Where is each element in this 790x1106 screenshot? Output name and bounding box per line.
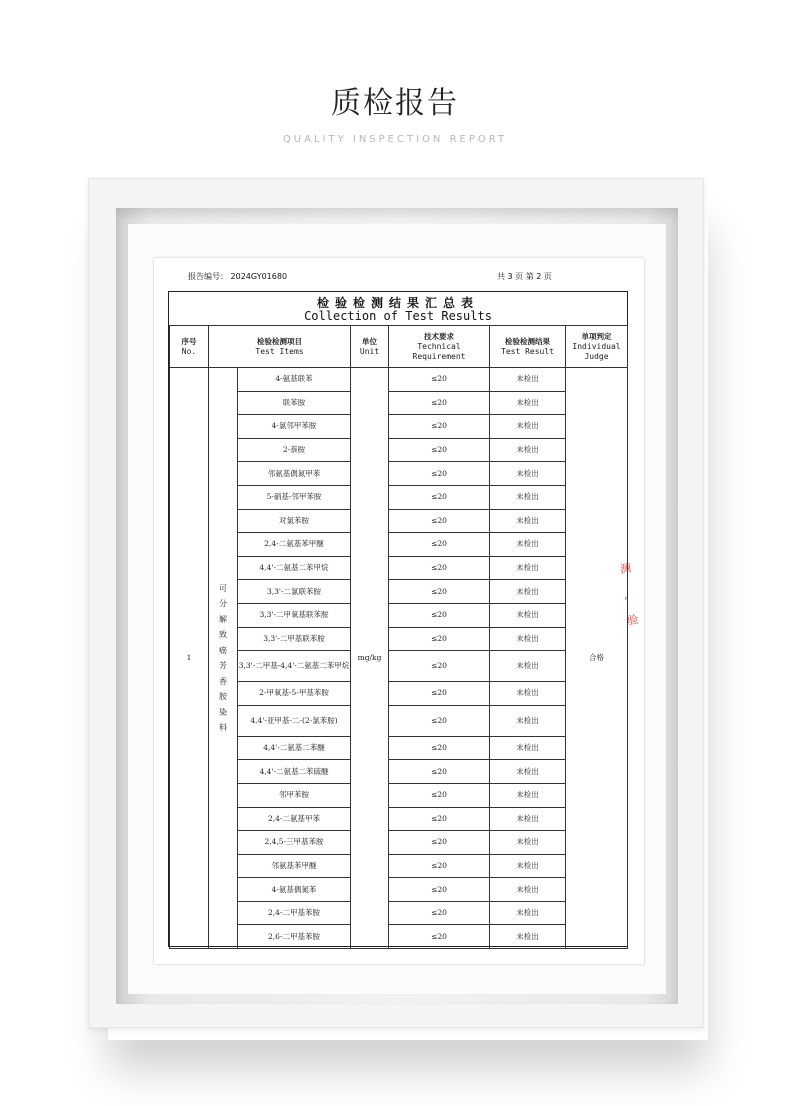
- table-row: [170, 533, 628, 557]
- table-row: [170, 462, 628, 486]
- test-item-name: 2-萘胺: [238, 438, 351, 462]
- result-cell: 未检出: [490, 807, 566, 831]
- requirement-cell: ≤20: [389, 580, 490, 604]
- results-table-container: [168, 291, 628, 947]
- table-row: [170, 760, 628, 784]
- test-item-name: 4,4'-亚甲基-二-(2-氯苯胺): [238, 705, 351, 736]
- test-item-name: 邻氨基偶氮甲苯: [238, 462, 351, 486]
- requirement-cell: ≤20: [389, 682, 490, 706]
- requirement-cell: ≤20: [389, 438, 490, 462]
- table-row: [170, 627, 628, 651]
- result-cell: 未检出: [490, 391, 566, 415]
- requirement-cell: ≤20: [389, 736, 490, 760]
- result-cell: 未检出: [490, 901, 566, 925]
- table-row: [170, 736, 628, 760]
- test-item-name: 2,4-二氨基甲苯: [238, 807, 351, 831]
- table-row: [170, 705, 628, 736]
- requirement-cell: ≤20: [389, 878, 490, 902]
- test-item-name: 3,3'-二甲基联苯胺: [238, 627, 351, 651]
- table-row: [170, 485, 628, 509]
- result-cell: 未检出: [490, 854, 566, 878]
- requirement-cell: ≤20: [389, 603, 490, 627]
- test-item-name: 4,4'-二氨基二苯甲烷: [238, 556, 351, 580]
- result-cell: 未检出: [490, 831, 566, 855]
- table-row: [170, 556, 628, 580]
- test-item-name: 4,4'-二氨基二苯醚: [238, 736, 351, 760]
- requirement-cell: ≤20: [389, 705, 490, 736]
- result-cell: 未检出: [490, 603, 566, 627]
- col-header-unit: 单位 Unit: [351, 326, 389, 368]
- result-cell: 未检出: [490, 485, 566, 509]
- table-row: [170, 831, 628, 855]
- requirement-cell: ≤20: [389, 901, 490, 925]
- test-item-name: 2-甲氧基-5-甲基苯胺: [238, 682, 351, 706]
- results-table: [169, 325, 628, 949]
- red-seal-stamp: 测 , 验: [619, 561, 640, 628]
- table-row: [170, 509, 628, 533]
- result-cell: 未检出: [490, 760, 566, 784]
- test-item-name: 邻氨基苯甲醚: [238, 854, 351, 878]
- table-row: [170, 925, 628, 949]
- requirement-cell: ≤20: [389, 556, 490, 580]
- category-label: 可分解致癌芳香胺染料: [219, 583, 227, 733]
- table-row: [170, 580, 628, 604]
- table-row: [170, 603, 628, 627]
- row-number-cell: 1: [170, 368, 209, 949]
- table-row: [170, 901, 628, 925]
- test-item-name: 3,3'-二氯联苯胺: [238, 580, 351, 604]
- requirement-cell: ≤20: [389, 783, 490, 807]
- page-title: 质检报告: [331, 86, 459, 121]
- unit-cell: mg/kg: [351, 368, 389, 949]
- result-cell: 未检出: [490, 651, 566, 682]
- table-header-row: [170, 326, 628, 368]
- col-header-result: 检验检测结果 Test Result: [490, 326, 566, 368]
- requirement-cell: ≤20: [389, 462, 490, 486]
- requirement-cell: ≤20: [389, 509, 490, 533]
- table-row: [170, 878, 628, 902]
- test-item-name: 对氯苯胺: [238, 509, 351, 533]
- requirement-cell: ≤20: [389, 854, 490, 878]
- result-cell: 未检出: [490, 509, 566, 533]
- result-cell: 未检出: [490, 736, 566, 760]
- requirement-cell: ≤20: [389, 831, 490, 855]
- result-cell: 未检出: [490, 368, 566, 392]
- page-info: 共 3 页 第 2 页: [497, 272, 552, 281]
- requirement-cell: ≤20: [389, 391, 490, 415]
- col-header-judge: 单项判定 Individual Judge: [566, 326, 628, 368]
- requirement-cell: ≤20: [389, 533, 490, 557]
- result-cell: 未检出: [490, 783, 566, 807]
- table-title-en: Collection of Test Results: [304, 309, 492, 323]
- page-subtitle: QUALITY INSPECTION REPORT: [282, 134, 508, 145]
- test-item-name: 4-氨基偶氮苯: [238, 878, 351, 902]
- col-header-requirement: 技术要求 Technical Requirement: [389, 326, 490, 368]
- table-title-cn: 检验检测结果汇总表: [316, 296, 479, 310]
- report-number: 报告编号： 2024GY01680: [188, 272, 288, 281]
- results-table-body: [170, 368, 628, 949]
- table-row: [170, 368, 628, 392]
- requirement-cell: ≤20: [389, 760, 490, 784]
- table-row: [170, 391, 628, 415]
- test-item-name: 2,6-二甲基苯胺: [238, 925, 351, 949]
- result-cell: 未检出: [490, 533, 566, 557]
- result-cell: 未检出: [490, 627, 566, 651]
- result-cell: 未检出: [490, 705, 566, 736]
- requirement-cell: ≤20: [389, 485, 490, 509]
- table-row: [170, 783, 628, 807]
- test-item-name: 3,3'-二甲氧基联苯胺: [238, 603, 351, 627]
- test-item-name: 联苯胺: [238, 391, 351, 415]
- test-item-name: 邻甲苯胺: [238, 783, 351, 807]
- result-cell: 未检出: [490, 462, 566, 486]
- result-cell: 未检出: [490, 682, 566, 706]
- table-row: [170, 651, 628, 682]
- table-row: [170, 415, 628, 439]
- category-cell: [209, 368, 238, 949]
- test-item-name: 2,4,5-三甲基苯胺: [238, 831, 351, 855]
- result-cell: 未检出: [490, 556, 566, 580]
- requirement-cell: ≤20: [389, 415, 490, 439]
- result-cell: 未检出: [490, 438, 566, 462]
- result-cell: 未检出: [490, 925, 566, 949]
- test-item-name: 4-氯邻甲苯胺: [238, 415, 351, 439]
- test-item-name: 4-氨基联苯: [238, 368, 351, 392]
- table-row: [170, 854, 628, 878]
- test-item-name: 3,3'-二甲基-4,4'-二氨基二苯甲烷: [238, 651, 351, 682]
- table-row: [170, 438, 628, 462]
- test-item-name: 5-硝基-邻甲苯胺: [238, 485, 351, 509]
- col-header-item: 检验检测项目 Test Items: [209, 326, 351, 368]
- judgement-cell: 合格: [566, 368, 628, 949]
- requirement-cell: ≤20: [389, 925, 490, 949]
- test-item-name: 2,4-二甲基苯胺: [238, 901, 351, 925]
- test-item-name: 2,4-二氨基苯甲醚: [238, 533, 351, 557]
- requirement-cell: ≤20: [389, 807, 490, 831]
- result-cell: 未检出: [490, 878, 566, 902]
- table-row: [170, 682, 628, 706]
- result-cell: 未检出: [490, 580, 566, 604]
- requirement-cell: ≤20: [389, 651, 490, 682]
- test-item-name: 4,4'-二氨基二苯硫醚: [238, 760, 351, 784]
- result-cell: 未检出: [490, 415, 566, 439]
- requirement-cell: ≤20: [389, 627, 490, 651]
- table-row: [170, 807, 628, 831]
- col-header-no: 序号 No.: [170, 326, 209, 368]
- requirement-cell: ≤20: [389, 368, 490, 392]
